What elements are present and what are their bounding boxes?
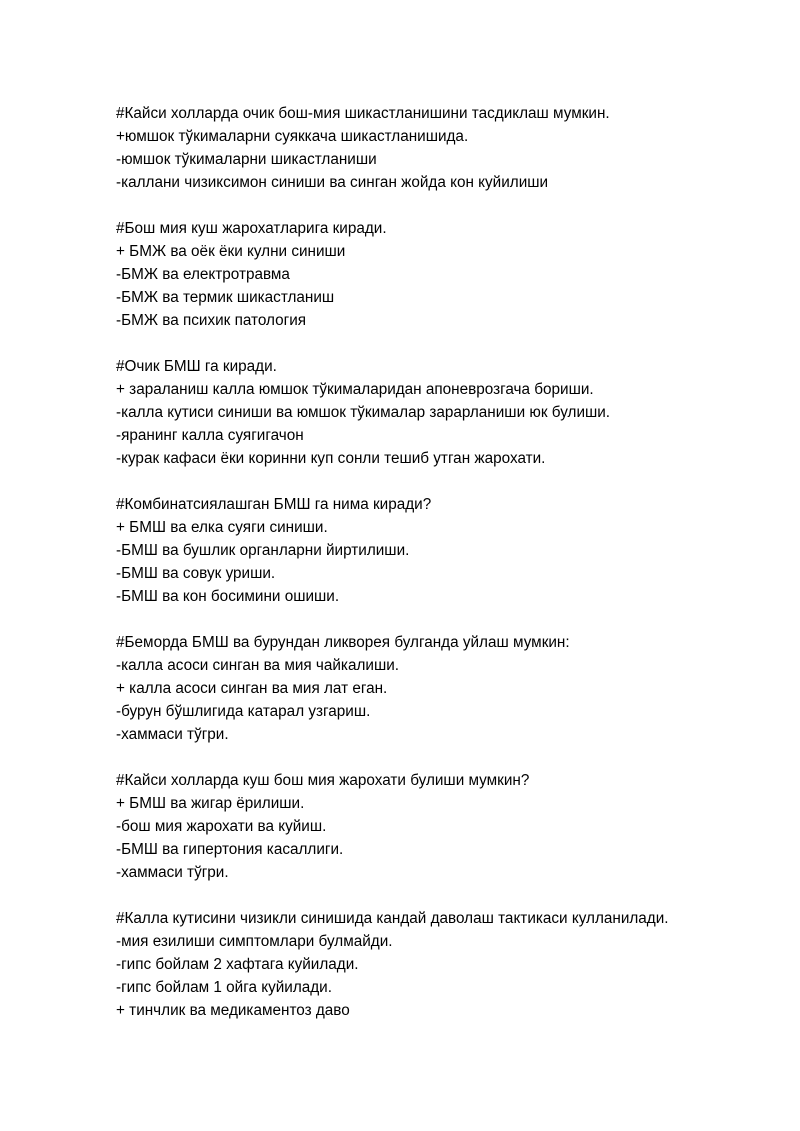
answer-option: -мия езилиши симптомлари булмайди. [116,933,393,950]
question-block-3 [116,355,776,470]
answer-option: -БМЖ ва психик патология [116,312,307,329]
answer-option: -курак кафаси ёки коринни куп сонли тешиб утган жарохати. [116,450,546,467]
question-block-6 [116,769,776,884]
question-block-1 [116,102,776,194]
answer-option: +юмшок тўкималарни суяккача шикастланишида. [116,128,469,145]
question-text: #Бош мия куш жарохатларига киради. [116,220,387,237]
question-text: #Комбинатсиялашган БМШ га нима киради? [116,496,432,513]
answer-option: + БМЖ ва оёк ёки кулни синиши [116,243,346,260]
answer-option: -каллани чизиксимон синиши ва синган жойда кон куйилиши [116,174,549,191]
answer-option: -БМШ ва совук уриши. [116,565,276,582]
question-text: #Беморда БМШ ва бурундан ликворея булганда уйлаш мумкин: [116,634,570,651]
answer-option: -бурун бўшлигида катарал узгариш. [116,703,371,720]
question-block-7 [116,907,776,1022]
question-block-4 [116,493,776,608]
answer-option: -БМЖ ва термик шикастланиш [116,289,335,306]
answer-option: -хаммаси тўгри. [116,864,229,881]
answer-option: + калла асоси синган ва мия лат еган. [116,680,388,697]
document-body [116,102,776,1045]
question-text: #Калла кутисини чизикли синишида кандай даволаш тактикаси кулланилади. [116,910,669,927]
question-block-5 [116,631,776,746]
answer-option: -калла асоси синган ва мия чайкалиши. [116,657,400,674]
answer-option: -бош мия жарохати ва куйиш. [116,818,327,835]
answer-option: -гипс бойлам 2 хафтага куйилади. [116,956,359,973]
answer-option: -гипс бойлам 1 ойга куйилади. [116,979,332,996]
answer-option: -хаммаси тўгри. [116,726,229,743]
answer-option: -юмшок тўкималарни шикастланиши [116,151,377,168]
answer-option: -калла кутиси синиши ва юмшок тўкималар зарарланиши юк булиши. [116,404,611,421]
answer-option: -БМШ ва гипертония касаллиги. [116,841,344,858]
answer-option: -БМЖ ва електротравма [116,266,290,283]
answer-option: + БМШ ва жигар ёрилиши. [116,795,305,812]
answer-option: -яранинг калла суягигачон [116,427,304,444]
answer-option: + тинчлик ва медикаментоз даво [116,1002,350,1019]
answer-option: + зараланиш калла юмшок тўкималаридан апоневрозгача бориши. [116,381,594,398]
answer-option: -БМШ ва бушлик органларни йиртилиши. [116,542,410,559]
answer-option: -БМШ ва кон босимини ошиши. [116,588,340,605]
question-text: #Кайси холларда куш бош мия жарохати булиши мумкин? [116,772,530,789]
answer-option: + БМШ ва елка суяги синиши. [116,519,328,536]
question-text: #Очик БМШ га киради. [116,358,277,375]
question-block-2 [116,217,776,332]
question-text: #Кайси холларда очик бош-мия шикастланишини тасдиклаш мумкин. [116,105,610,122]
